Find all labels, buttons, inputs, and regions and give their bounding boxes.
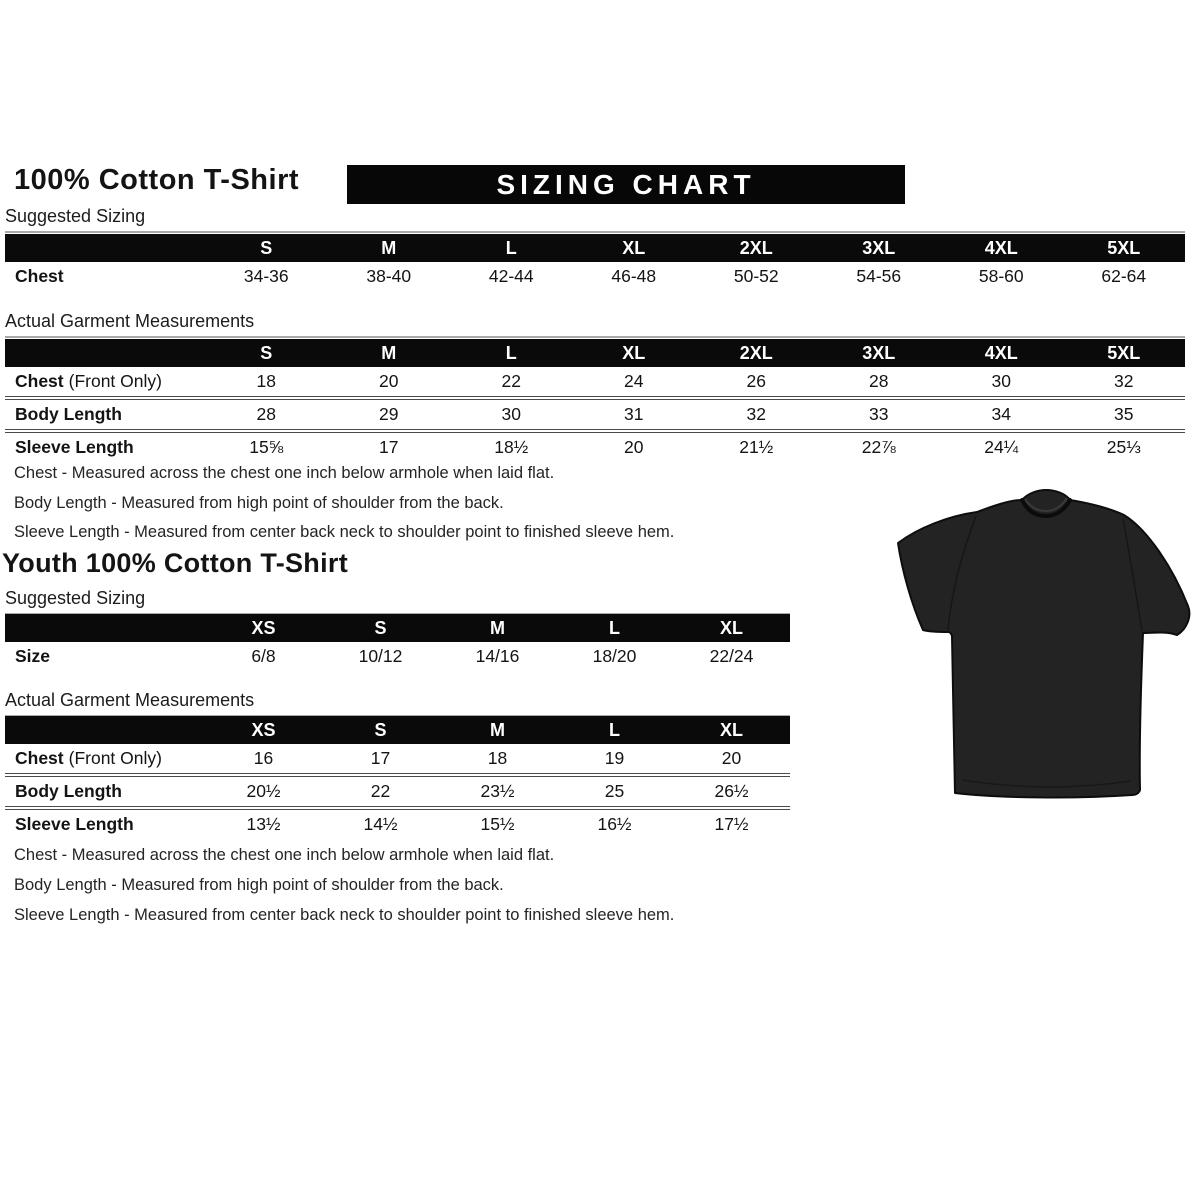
chest-front-only-row [5, 744, 790, 773]
header-spacer [5, 716, 205, 744]
youth-measurement-notes [14, 840, 674, 930]
size-value: 18/20 [592, 646, 637, 666]
row-label: Chest (Front Only) [15, 371, 162, 391]
measurement-value: 22 [501, 371, 521, 391]
row-label: Chest [15, 266, 64, 286]
size-value: 10/12 [358, 646, 403, 666]
chest-range-value: 42-44 [488, 266, 534, 286]
note-line: Sleeve Length - Measured from center back neck to shoulder point to finished sleeve hem. [14, 523, 675, 541]
measurement-value: 30 [991, 371, 1011, 391]
row-label: Body Length [15, 404, 122, 424]
size-column-header: XL [719, 720, 743, 740]
measurement-value: 29 [379, 404, 399, 424]
measurement-value: 20½ [246, 781, 281, 801]
size-column-header: S [260, 343, 273, 363]
size-column-header: M [490, 720, 505, 740]
size-column-header: XS [251, 618, 276, 638]
chest-row [5, 262, 1185, 291]
youth-section-title: Youth 100% Cotton T-Shirt [2, 548, 348, 578]
note-line: Sleeve Length - Measured from center back neck to shoulder point to finished sleeve hem. [14, 906, 675, 924]
size-column-header: XL [622, 343, 646, 363]
chest-range-value: 38-40 [366, 266, 412, 286]
size-column-header: M [490, 618, 505, 638]
measurement-value: 35 [1114, 404, 1134, 424]
youth-actual-measurements-label: Actual Garment Measurements [5, 690, 790, 717]
size-column-header: 3XL [862, 238, 896, 258]
size-column-header: S [374, 618, 387, 638]
measurement-value: 15⅝ [249, 437, 284, 457]
measurement-value: 16½ [597, 814, 632, 834]
size-column-header: L [609, 618, 620, 638]
measurement-value: 15½ [480, 814, 515, 834]
measurement-value: 17 [370, 748, 391, 768]
sizing-chart-banner: SIZING CHART [347, 165, 905, 204]
measurement-value: 20 [624, 437, 644, 457]
measurement-value: 19 [604, 748, 625, 768]
measurement-value: 32 [1114, 371, 1134, 391]
measurement-value: 17½ [714, 814, 749, 834]
chest-range-value: 46-48 [611, 266, 657, 286]
adult-suggested-sizing-table [5, 234, 1185, 291]
row-label: Size [15, 646, 51, 666]
size-column-header: 5XL [1107, 343, 1141, 363]
measurement-value: 26 [746, 371, 766, 391]
chest-range-value: 54-56 [856, 266, 902, 286]
youth-suggested-sizing-label: Suggested Sizing [5, 588, 790, 615]
header-spacer [5, 234, 205, 262]
note-line: Body Length - Measured from high point of shoulder from the back. [14, 876, 504, 894]
chest-front-only-row [5, 367, 1185, 396]
size-column-header: M [381, 343, 397, 363]
page-title: 100% Cotton T-Shirt [14, 164, 300, 196]
note-line: Chest - Measured across the chest one inch below armhole when laid flat. [14, 846, 555, 864]
row-label: Sleeve Length [15, 814, 134, 834]
header-spacer [5, 339, 205, 367]
chest-range-value: 58-60 [978, 266, 1024, 286]
measurement-value: 18 [487, 748, 508, 768]
measurement-value: 17 [379, 437, 399, 457]
size-column-header: 4XL [984, 343, 1018, 363]
measurement-value: 20 [379, 371, 399, 391]
adult-measurement-notes [14, 459, 674, 548]
size-value: 22/24 [709, 646, 754, 666]
note-line: Chest - Measured across the chest one inch below armhole when laid flat. [14, 464, 555, 482]
size-header-row [5, 339, 1185, 367]
size-column-header: L [609, 720, 620, 740]
measurement-value: 25⅓ [1106, 437, 1141, 457]
measurement-value: 16 [253, 748, 274, 768]
tshirt-body [898, 490, 1189, 797]
measurement-value: 22⅞ [861, 437, 896, 457]
measurement-value: 26½ [714, 781, 749, 801]
size-header-row [5, 716, 790, 744]
size-column-header: 3XL [862, 343, 896, 363]
measurement-value: 24¼ [984, 437, 1019, 457]
size-column-header: 4XL [984, 238, 1018, 258]
size-column-header: L [505, 343, 517, 363]
measurement-value: 20 [721, 748, 742, 768]
black-tshirt-image [878, 458, 1196, 810]
measurement-value: 28 [256, 404, 276, 424]
size-column-header: 5XL [1107, 238, 1141, 258]
adult-actual-measurements-table [5, 339, 1185, 462]
size-column-header: L [505, 238, 517, 258]
note-line: Body Length - Measured from high point of shoulder from the back. [14, 493, 504, 512]
measurement-value: 31 [624, 404, 644, 424]
size-value: 14/16 [475, 646, 520, 666]
size-column-header: S [374, 720, 387, 740]
measurement-value: 13½ [246, 814, 281, 834]
measurement-value: 22 [370, 781, 391, 801]
size-column-header: 2XL [739, 343, 773, 363]
size-column-header: XS [251, 720, 276, 740]
row-label-suffix: (Front Only) [68, 748, 162, 768]
size-column-header: XL [622, 238, 646, 258]
size-column-header: XL [719, 618, 743, 638]
body-length-row [5, 396, 1185, 429]
chest-range-value: 34-36 [243, 266, 289, 286]
row-label: Body Length [15, 781, 122, 801]
youth-actual-measurements-table [5, 716, 790, 839]
youth-suggested-sizing-table [5, 614, 790, 671]
row-label: Chest (Front Only) [15, 748, 162, 768]
size-column-header: M [381, 238, 397, 258]
size-row [5, 642, 790, 671]
measurement-value: 18 [256, 371, 276, 391]
measurement-value: 28 [869, 371, 889, 391]
sleeve-length-row [5, 806, 790, 839]
size-column-header: 2XL [739, 238, 773, 258]
measurement-value: 30 [501, 404, 521, 424]
measurement-value: 32 [746, 404, 766, 424]
measurement-value: 21½ [739, 437, 774, 457]
body-length-row [5, 773, 790, 806]
measurement-value: 33 [869, 404, 889, 424]
size-header-row [5, 234, 1185, 262]
chest-range-value: 50-52 [733, 266, 779, 286]
row-label: Sleeve Length [15, 437, 134, 457]
measurement-value: 23½ [480, 781, 515, 801]
size-column-header: S [260, 238, 273, 258]
measurement-value: 18½ [494, 437, 529, 457]
chest-range-value: 62-64 [1101, 266, 1147, 286]
adult-suggested-sizing-label: Suggested Sizing [5, 206, 1185, 233]
row-label-suffix: (Front Only) [68, 371, 162, 391]
size-header-row [5, 614, 790, 642]
measurement-value: 14½ [363, 814, 398, 834]
measurement-value: 25 [604, 781, 625, 801]
size-value: 6/8 [251, 646, 276, 666]
adult-actual-measurements-label: Actual Garment Measurements [5, 311, 1185, 338]
measurement-value: 34 [991, 404, 1011, 424]
header-spacer [5, 614, 205, 642]
measurement-value: 24 [624, 371, 644, 391]
